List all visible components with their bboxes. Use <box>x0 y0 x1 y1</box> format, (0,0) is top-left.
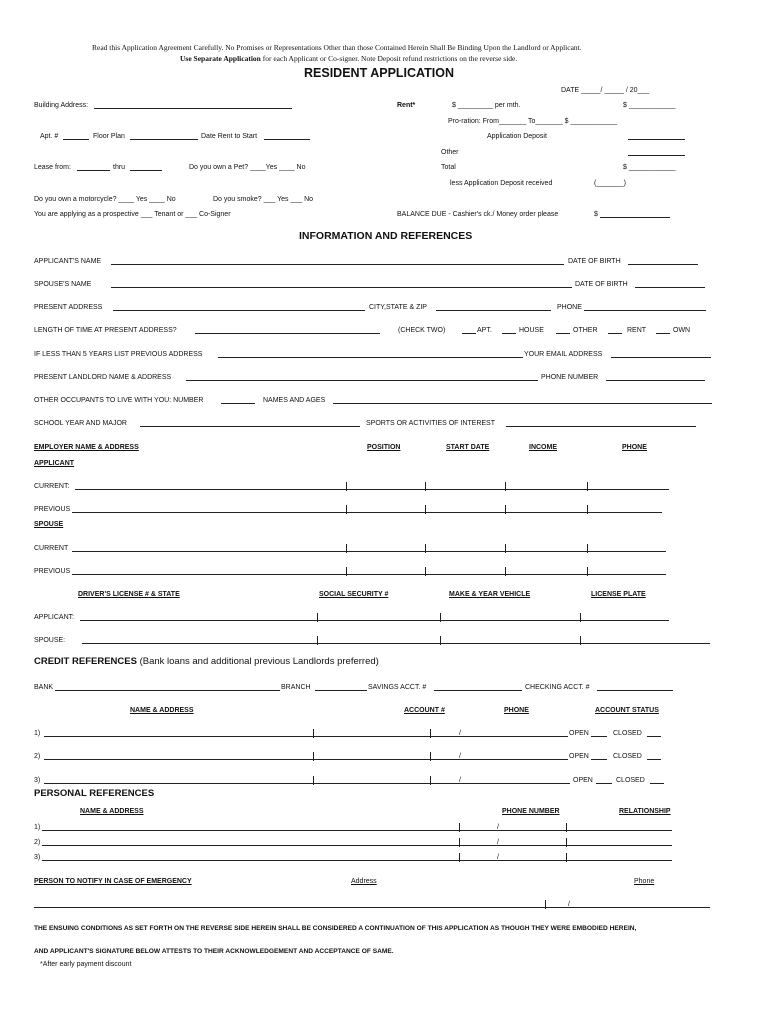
credit-row-number: 2) <box>34 753 41 760</box>
previous-address-label: IF LESS THAN 5 YEARS LIST PREVIOUS ADDRESS <box>34 351 203 358</box>
balance-due-field[interactable] <box>600 217 670 218</box>
vehicle-spouse-field[interactable] <box>82 643 710 644</box>
credit-row-2-open-field[interactable] <box>591 759 607 760</box>
length-time-field[interactable] <box>195 333 380 334</box>
credit-row-2-closed-field[interactable] <box>647 759 661 760</box>
other-checkbox[interactable] <box>556 333 570 334</box>
footer-note: *After early payment discount <box>40 961 132 968</box>
start-date-header: START DATE <box>446 444 490 451</box>
income-header: INCOME <box>529 444 557 451</box>
divider <box>440 613 441 622</box>
other-label: Other <box>441 149 459 156</box>
landlord-field[interactable] <box>186 380 538 381</box>
vehicle-spouse-label: SPOUSE: <box>34 637 66 644</box>
branch-label: BRANCH <box>281 684 311 691</box>
own-pet-question[interactable]: Do you own a Pet? ____Yes ____ No <box>189 164 306 171</box>
credit-row-2-field[interactable] <box>44 759 568 760</box>
applicant-current-field[interactable] <box>75 489 669 490</box>
other-field[interactable] <box>628 155 685 156</box>
checking-label: CHECKING ACCT. # <box>525 684 590 691</box>
present-address-field[interactable] <box>113 310 365 311</box>
savings-field[interactable] <box>434 690 522 691</box>
credit-row-1-field[interactable] <box>44 736 568 737</box>
divider <box>545 900 546 909</box>
motorcycle-question[interactable]: Do you own a motorcycle? ____ Yes ____ No <box>34 196 176 203</box>
drivers-license-header: DRIVER'S LICENSE # & STATE <box>78 591 180 598</box>
spouse-previous-label: PREVIOUS <box>34 568 71 575</box>
credit-row-number: 1) <box>34 730 41 737</box>
personal-heading: PERSONAL REFERENCES <box>34 788 155 799</box>
savings-label: SAVINGS ACCT. # <box>368 684 427 691</box>
divider <box>505 505 506 514</box>
spouse-current-field[interactable] <box>72 551 666 552</box>
divider <box>566 853 567 862</box>
personal-row-number: 3) <box>34 854 41 861</box>
applicant-name-label: APPLICANT'S NAME <box>34 258 102 265</box>
separate-bold: Use Separate Application <box>180 54 261 63</box>
position-header: POSITION <box>367 444 401 451</box>
phone-label: PHONE <box>557 304 582 311</box>
credit-account-header: ACCOUNT # <box>404 707 445 714</box>
personal-relationship-header: RELATIONSHIP <box>619 808 671 815</box>
rent-checkbox[interactable] <box>608 333 622 334</box>
phone-slash: / <box>497 839 499 846</box>
phone-slash: / <box>497 854 499 861</box>
balance-due-label: BALANCE DUE - Cashier's ck./ Money order please <box>397 211 559 218</box>
phone-field[interactable] <box>584 310 706 311</box>
app-deposit-field[interactable] <box>628 139 685 140</box>
credit-name-header: NAME & ADDRESS <box>130 707 194 714</box>
header-separate <box>180 54 517 63</box>
personal-row-3-field[interactable] <box>42 860 672 861</box>
separate-rest: for each Applicant or Co-signer. Note Deposit refund restrictions on the reverse side. <box>262 54 518 63</box>
emergency-address-label: Address <box>351 878 377 885</box>
applicant-name-field[interactable] <box>111 264 564 265</box>
check-two-label: (CHECK TWO) <box>398 327 446 334</box>
date-rent-label: Date Rent to Start <box>201 133 258 140</box>
phone-slash: / <box>568 901 570 908</box>
divider <box>346 567 347 576</box>
apt-checkbox[interactable] <box>462 333 476 334</box>
divider <box>440 636 441 645</box>
applicant-dob-label: DATE OF BIRTH <box>568 258 621 265</box>
divider <box>430 752 431 761</box>
landlord-phone-label: PHONE NUMBER <box>541 374 599 381</box>
applicant-employment-label: APPLICANT <box>34 460 75 467</box>
phone-slash: / <box>459 730 461 737</box>
building-address-field[interactable] <box>94 108 292 109</box>
credit-row-1-closed-field[interactable] <box>647 736 661 737</box>
divider <box>505 567 506 576</box>
own-checkbox[interactable] <box>656 333 670 334</box>
email-field[interactable] <box>611 357 711 358</box>
emergency-label: PERSON TO NOTIFY IN CASE OF EMERGENCY <box>34 878 192 885</box>
applicant-previous-label: PREVIOUS <box>34 506 71 513</box>
credit-heading <box>34 656 379 668</box>
divider <box>346 482 347 491</box>
lease-thru-field[interactable] <box>130 170 162 171</box>
divider <box>505 482 506 491</box>
spouse-name-field[interactable] <box>111 287 572 288</box>
divider <box>313 729 314 738</box>
header-notice: Read this Application Agreement Carefully. No Promises or Representations Other than those Contained Herein Shall Be Binding Upon the Landlord or Applicant. <box>92 43 582 52</box>
divider <box>580 613 581 622</box>
rent-total-field[interactable]: $ ____________ <box>623 102 676 109</box>
credit-heading-note: (Bank loans and additional previous Landlords preferred) <box>139 656 379 667</box>
divider <box>459 853 460 862</box>
names-ages-field[interactable] <box>333 403 712 404</box>
credit-row-1-open-field[interactable] <box>591 736 607 737</box>
less-deposit-field[interactable]: (_______) <box>594 180 626 187</box>
occupants-number-field[interactable] <box>221 403 255 404</box>
personal-phone-header: PHONE NUMBER <box>502 808 560 815</box>
divider <box>587 482 588 491</box>
spouse-dob-label: DATE OF BIRTH <box>575 281 628 288</box>
vehicle-header: MAKE & YEAR VEHICLE <box>449 591 531 598</box>
divider <box>587 567 588 576</box>
date-field[interactable]: DATE _____/ _____ / 20___ <box>561 87 650 94</box>
rent-option-label: RENT <box>627 327 647 334</box>
credit-row-number: 3) <box>34 777 41 784</box>
divider <box>425 567 426 576</box>
apt-label: Apt. # <box>40 133 59 140</box>
lease-thru-label: thru <box>113 164 126 171</box>
landlord-phone-field[interactable] <box>606 380 705 381</box>
divider <box>580 636 581 645</box>
divider <box>459 823 460 832</box>
divider <box>566 838 567 847</box>
divider <box>313 752 314 761</box>
applicant-dob-field[interactable] <box>628 264 698 265</box>
emergency-phone-label: Phone <box>634 878 655 885</box>
proration-field[interactable]: Pro-ration: From_______ To_______ $ ____________ <box>448 118 618 125</box>
sports-label: SPORTS OR ACTIVITIES OF INTEREST <box>366 420 496 427</box>
info-heading: INFORMATION AND REFERENCES <box>299 230 473 242</box>
personal-row-2-field[interactable] <box>42 845 672 846</box>
credit-row-3-open-field[interactable] <box>596 783 612 784</box>
names-ages-label: NAMES AND AGES <box>263 397 326 404</box>
divider <box>459 838 460 847</box>
checking-field[interactable] <box>597 690 673 691</box>
bank-label: BANK <box>34 684 54 691</box>
total-field[interactable]: $ ____________ <box>623 164 676 171</box>
floor-plan-label: Floor Plan <box>93 133 125 140</box>
credit-heading-title: CREDIT REFERENCES <box>34 656 137 667</box>
email-label: YOUR EMAIL ADDRESS <box>524 351 603 358</box>
phone-slash: / <box>459 777 461 784</box>
ssn-header: SOCIAL SECURITY # <box>319 591 389 598</box>
divider <box>430 776 431 785</box>
credit-row-3-closed[interactable]: CLOSED <box>616 777 645 784</box>
date-rent-field[interactable] <box>264 139 310 140</box>
divider <box>425 544 426 553</box>
branch-field[interactable] <box>315 690 367 691</box>
floor-plan-field[interactable] <box>130 139 198 140</box>
occupants-label: OTHER OCCUPANTS TO LIVE WITH YOU: NUMBER <box>34 397 204 404</box>
personal-row-1-field[interactable] <box>42 830 672 831</box>
divider <box>587 544 588 553</box>
divider <box>317 613 318 622</box>
phone-slash: / <box>497 824 499 831</box>
spouse-employment-label: SPOUSE <box>34 521 64 528</box>
spouse-dob-field[interactable] <box>635 287 705 288</box>
divider <box>346 544 347 553</box>
house-option-label: HOUSE <box>519 327 544 334</box>
phone-slash: / <box>459 753 461 760</box>
credit-row-2-closed[interactable]: CLOSED <box>613 753 642 760</box>
divider <box>346 505 347 514</box>
length-time-label: LENGTH OF TIME AT PRESENT ADDRESS? <box>34 327 177 334</box>
vehicle-applicant-label: APPLICANT: <box>34 614 75 621</box>
employer-header: EMPLOYER NAME & ADDRESS <box>34 444 139 451</box>
credit-status-header: ACCOUNT STATUS <box>595 707 659 714</box>
spouse-current-label: CURRENT <box>34 545 69 552</box>
school-field[interactable] <box>140 426 360 427</box>
personal-name-header: NAME & ADDRESS <box>80 808 144 815</box>
rent-amount-field[interactable]: $ _________ per mth. <box>452 102 521 109</box>
personal-row-number: 1) <box>34 824 41 831</box>
school-label: SCHOOL YEAR AND MAJOR <box>34 420 127 427</box>
divider <box>505 544 506 553</box>
applicant-type-question[interactable]: You are applying as a prospective ___ Tenant or ___ Co-Signer <box>34 211 231 218</box>
spouse-previous-field[interactable] <box>72 574 666 575</box>
personal-row-number: 2) <box>34 839 41 846</box>
license-plate-header: LICENSE PLATE <box>591 591 646 598</box>
apt-field[interactable] <box>63 139 89 140</box>
credit-row-2-open[interactable]: OPEN <box>569 753 589 760</box>
page-title: RESIDENT APPLICATION <box>304 66 455 80</box>
footer-line-2: AND APPLICANT'S SIGNATURE BELOW ATTESTS TO THEIR ACKNOWLEDGEMENT AND ACCEPTANCE OF SAME. <box>34 948 394 955</box>
previous-address-field[interactable] <box>218 357 523 358</box>
credit-phone-header: PHONE <box>504 707 529 714</box>
credit-row-1-closed[interactable]: CLOSED <box>613 730 642 737</box>
apt-option-label: APT. <box>477 327 492 334</box>
lease-from-label: Lease from: <box>34 164 71 171</box>
credit-row-3-field[interactable] <box>44 783 570 784</box>
divider <box>425 505 426 514</box>
footer-line-1: THE ENSUING CONDITIONS AS SET FORTH ON THE REVERSE SIDE HEREIN SHALL BE CONSIDERED A CONTINUATION OF THIS APPLICATION AS THOUGH THEY WERE EMBODIED HEREIN, <box>34 925 637 932</box>
divider <box>317 636 318 645</box>
divider <box>587 505 588 514</box>
total-label: Total <box>441 164 456 171</box>
app-deposit-label: Application Deposit <box>487 133 547 140</box>
divider <box>430 729 431 738</box>
sports-field[interactable] <box>506 426 696 427</box>
balance-dollar: $ <box>594 211 598 218</box>
employer-phone-header: PHONE <box>622 444 647 451</box>
city-state-zip-field[interactable] <box>436 310 551 311</box>
less-deposit-label: less Application Deposit received <box>450 180 553 187</box>
house-checkbox[interactable] <box>502 333 516 334</box>
landlord-label: PRESENT LANDLORD NAME & ADDRESS <box>34 374 172 381</box>
present-address-label: PRESENT ADDRESS <box>34 304 103 311</box>
emergency-contact-field[interactable] <box>34 907 710 908</box>
applicant-current-label: CURRENT: <box>34 483 70 490</box>
divider <box>425 482 426 491</box>
smoke-question[interactable]: Do you smoke? ___ Yes ___ No <box>213 196 314 203</box>
spouse-name-label: SPOUSE'S NAME <box>34 281 92 288</box>
credit-row-1-open[interactable]: OPEN <box>569 730 589 737</box>
lease-from-field[interactable] <box>77 170 110 171</box>
rent-label: Rent* <box>397 102 416 109</box>
own-option-label: OWN <box>673 327 691 334</box>
credit-row-3-closed-field[interactable] <box>650 783 664 784</box>
credit-row-3-open[interactable]: OPEN <box>573 777 593 784</box>
other-option-label: OTHER <box>573 327 598 334</box>
applicant-previous-field[interactable] <box>72 512 662 513</box>
divider <box>566 823 567 832</box>
bank-field[interactable] <box>55 690 280 691</box>
city-state-zip-label: CITY,STATE & ZIP <box>369 304 427 311</box>
divider <box>313 776 314 785</box>
building-address-label: Building Address: <box>34 102 89 109</box>
